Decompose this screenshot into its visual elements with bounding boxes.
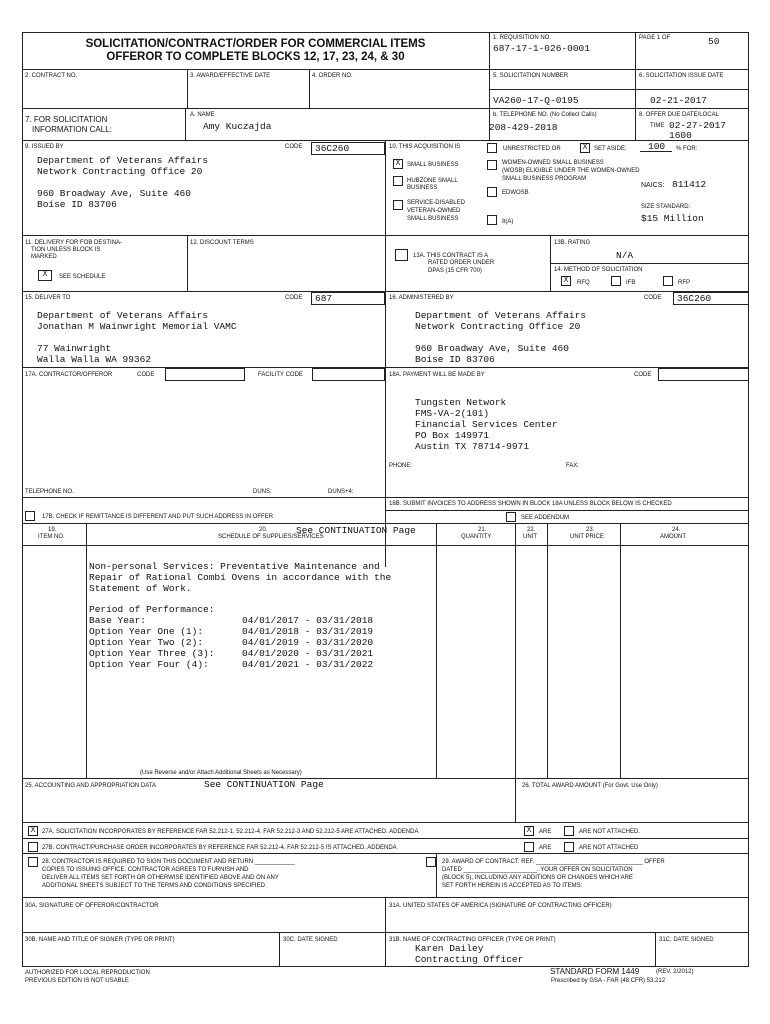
deliver-to-code-box[interactable] <box>311 292 385 305</box>
deliver-to-line2: Jonathan M Wainwright Memorial VAMC <box>37 321 237 332</box>
delivery-label-1: 11. DELIVERY FOR FOB DESTINA- <box>25 240 123 246</box>
administered-code-value: 36C260 <box>677 293 712 304</box>
desc-line1: Non-personal Services: Preventative Maintenance and <box>89 561 380 572</box>
desc-line2: Repair of Rational Combi Ovens in accordance with the <box>89 572 392 583</box>
deliver-to-line4: Walla Walla WA 99362 <box>37 354 152 365</box>
contractor-telephone-label: TELEPHONE NO. <box>25 489 74 495</box>
payment-line5: Austin TX 78714-9971 <box>415 441 530 452</box>
clause-27b-arenot-checkbox[interactable] <box>564 842 574 852</box>
clause-27a-checkbox[interactable]: X <box>28 826 38 836</box>
delivery-label-2: TION UNLESS BLOCK IS <box>31 247 101 253</box>
officer-name-value: Karen Dailey <box>415 943 484 954</box>
facility-code-label: FACILITY CODE <box>258 372 303 378</box>
payment-fax-label: FAX: <box>566 463 580 469</box>
unrestricted-label: UNRESTRICTED OR <box>503 146 561 152</box>
rfq-label: RFQ <box>577 280 590 286</box>
clause-28-checkbox[interactable] <box>28 857 38 867</box>
deliver-to-line1: Department of Veterans Affairs <box>37 310 209 321</box>
payment-line2: FMS-VA-2(101) <box>415 408 490 419</box>
clause-27a-arenot: ARE NOT ATTACHED. <box>579 829 641 835</box>
payment-line1: Tungsten Network <box>415 397 507 408</box>
page-total: 50 <box>708 36 720 47</box>
rule <box>22 838 749 839</box>
payment-code-box[interactable] <box>658 368 749 381</box>
duns4-label: DUNS+4: <box>328 489 354 495</box>
payment-line4: PO Box 149971 <box>415 430 490 441</box>
rule <box>22 108 749 109</box>
rule <box>635 32 636 140</box>
contractor-code-label: CODE <box>137 372 155 378</box>
issued-line1: Department of Veterans Affairs <box>37 155 209 166</box>
see-addendum-checkbox[interactable] <box>506 512 516 522</box>
page-label: PAGE 1 OF <box>639 35 671 41</box>
wosb-label-1: WOMEN-OWNED SMALL BUSINESS <box>502 160 604 166</box>
period-name-4: Option Year Four (4): <box>89 659 209 670</box>
offer-due-label-line2: TIME <box>650 123 665 129</box>
deliver-to-label: 15. DELIVER TO <box>25 295 71 301</box>
sdvosb-label-3: SMALL BUSINESS <box>407 216 459 222</box>
issued-line4: Boise ID 83706 <box>37 199 117 210</box>
clause-27b-arenot: ARE NOT ATTACHED <box>579 845 639 851</box>
rule <box>489 89 749 90</box>
rule <box>515 778 516 822</box>
administered-line1: Department of Veterans Affairs <box>415 310 587 321</box>
form-title-line1: SOLICITATION/CONTRACT/ORDER FOR COMMERCIAL ITEMS <box>85 38 426 50</box>
rule <box>436 853 437 897</box>
footer-form-number: STANDARD FORM 1449 <box>550 967 640 976</box>
form-title-line2: OFFEROR TO COMPLETE BLOCKS 12, 17, 23, 24, & 30 <box>106 51 405 63</box>
footer-revision: (REV. 2/2012) <box>656 969 694 975</box>
rule <box>22 853 749 854</box>
clause-29-checkbox[interactable] <box>426 857 436 867</box>
facility-code-box[interactable] <box>312 368 385 381</box>
issued-by-label: 9. ISSUED BY <box>25 144 64 150</box>
rule <box>515 523 516 778</box>
size-standard-label: SIZE STANDARD: <box>641 204 691 210</box>
period-label: Period of Performance: <box>89 604 215 615</box>
clause-28-line2: COPIES TO ISSUING OFFICE. CONTRACTOR AGREES TO FURNISH AND <box>42 867 249 873</box>
total-award-label: 26. TOTAL AWARD AMOUNT (For Govt. Use Only) <box>522 783 658 789</box>
contractor-label: 17A. CONTRACTOR/OFFEROR <box>25 372 113 378</box>
col24-label: AMOUNT <box>660 534 686 540</box>
rfq-checkbox[interactable]: X <box>561 276 571 286</box>
rule <box>187 69 188 108</box>
clause-28-line3: DELIVER ALL ITEMS SET FORTH OR OTHERWISE IDENTIFIED ABOVE AND ON ANY <box>42 875 279 881</box>
col24-num: 24. <box>672 527 681 533</box>
submit-invoices-label: 18B. SUBMIT INVOICES TO ADDRESS SHOWN IN BLOCK 18A UNLESS BLOCK BELOW IS CHECKED <box>389 501 672 507</box>
percent-value: 100 <box>648 141 666 152</box>
contract-no-label: 2. CONTRACT NO. <box>25 73 78 79</box>
duns-label: DUNS: <box>253 489 272 495</box>
percent-label: % FOR: <box>676 146 698 152</box>
issued-code-value: 36C260 <box>315 143 350 154</box>
accounting-value: See CONTINUATION Page <box>204 779 324 790</box>
clause-27a-are: ARE <box>539 829 552 835</box>
offer-due-date[interactable]: 02-27-2017 <box>669 120 727 131</box>
desc-line3: Statement of Work. <box>89 583 192 594</box>
officer-name-label: 31B. NAME OF CONTRACTING OFFICER (TYPE OR PRINT) <box>389 937 556 943</box>
see-addendum-label: SEE ADDENDUM <box>521 515 570 521</box>
issued-line3: 960 Broadway Ave, Suite 460 <box>37 188 191 199</box>
col22-label: UNIT <box>523 534 537 540</box>
form-right-border <box>748 32 749 967</box>
clause-27b-are: ARE <box>539 845 552 851</box>
administered-line4: Boise ID 83706 <box>415 354 495 365</box>
rule <box>385 510 749 511</box>
acquisition-label: 10. THIS ACQUISITION IS <box>389 144 461 150</box>
ifb-checkbox[interactable] <box>611 276 621 286</box>
name-label: A. NAME <box>190 112 215 118</box>
contractor-code-box[interactable] <box>165 368 245 381</box>
footer-previous-edition: PREVIOUS EDITION IS NOT USABLE <box>25 978 129 984</box>
footer-authorized: AUTHORIZED FOR LOCAL REPRODUCTION <box>25 970 150 976</box>
naics-label: NAICS: <box>641 182 665 189</box>
administered-line3: 960 Broadway Ave, Suite 460 <box>415 343 569 354</box>
info-call-label-line2: INFORMATION CALL: <box>32 125 112 134</box>
offer-due-time[interactable]: 1600 <box>669 130 692 141</box>
rfp-label: RFP <box>678 280 690 286</box>
sdvosb-label-2: VETERAN-OWNED <box>407 208 461 214</box>
period-range-1: 04/01/2018 - 03/31/2019 <box>242 626 374 637</box>
clause-29-line4: SET FORTH HEREIN IS ACCEPTED AS TO ITEMS: <box>442 883 583 889</box>
col21-num: 21. <box>478 527 487 533</box>
clause-29-line1: 29. AWARD OF CONTRACT: REF. ________________________________ OFFER <box>442 859 665 865</box>
period-name-3: Option Year Three (3): <box>89 648 215 659</box>
signature-officer-label: 31A. UNITED STATES OF AMERICA (SIGNATURE OF CONTRACTING OFFICER) <box>389 903 612 909</box>
period-name-0: Base Year: <box>89 615 147 626</box>
order-no-label: 4. ORDER NO. <box>312 73 353 79</box>
rated-order-checkbox[interactable] <box>395 249 408 261</box>
clause-27a-arenot-checkbox[interactable] <box>564 826 574 836</box>
name-value[interactable]: Amy Kuczajda <box>203 121 272 132</box>
rule <box>385 897 386 966</box>
solicitation-date-value[interactable]: 02-21-2017 <box>650 95 708 106</box>
set-aside-label: SET ASIDE: <box>594 146 627 152</box>
hubzone-label-2: BUSINESS <box>407 185 438 191</box>
remittance-label: 17B. CHECK IF REMITTANCE IS DIFFERENT AND PUT SUCH ADDRESS IN OFFER <box>42 514 274 520</box>
rfp-checkbox[interactable] <box>663 276 673 286</box>
clause-27a-label: 27A. SOLICITATION INCORPORATES BY REFERENCE FAR 52.212-1, 52.212-4. FAR 52.212-3 AND 52.212-5 ARE ATTACHED. ADDENDA <box>42 829 419 835</box>
requisition-value[interactable]: 687-17-1-026-0001 <box>493 43 590 54</box>
clause-27b-checkbox[interactable] <box>28 842 38 852</box>
requisition-label: 1. REQUISITION NO. <box>493 35 552 41</box>
wosb-label-2: (WOSB) ELIGIBLE UNDER THE WOMEN-OWNED <box>502 168 640 174</box>
rule <box>22 822 749 823</box>
payment-label: 18A. PAYMENT WILL BE MADE BY <box>389 372 485 378</box>
col20-label: SCHEDULE OF SUPPLIES/SERVICES <box>218 534 324 540</box>
edwosb-label: EDWOSB <box>502 190 529 196</box>
clause-29-line2: DATED ______________________. YOUR OFFER ON SOLICITATION <box>442 867 633 873</box>
deliver-to-code-label: CODE <box>285 295 303 301</box>
set-aside-checkbox[interactable]: X <box>580 143 590 153</box>
edwosb-checkbox[interactable] <box>487 187 497 197</box>
issued-code-label: CODE <box>285 144 303 150</box>
payment-code-label: CODE <box>634 372 652 378</box>
hubzone-checkbox[interactable] <box>393 176 403 186</box>
footer-prescribed: Prescribed by GSA - FAR (48 CFR) 53.212 <box>551 978 666 984</box>
clause-28-line1: 28. CONTRACTOR IS REQUIRED TO SIGN THIS DOCUMENT AND RETURN ____________ <box>42 859 295 865</box>
col20-continuation: See CONTINUATION Page <box>296 525 416 536</box>
officer-date-label: 31C. DATE SIGNED <box>659 937 714 943</box>
award-date-label: 3. AWARD/EFFECTIVE DATE <box>190 73 271 79</box>
payment-line3: Financial Services Center <box>415 419 558 430</box>
deliver-to-line3: 77 Wainwright <box>37 343 112 354</box>
see-schedule-label: SEE SCHEDULE <box>59 274 106 280</box>
rule <box>655 932 656 966</box>
ifb-label: IFB <box>626 280 636 286</box>
solicitation-number-value[interactable]: VA260-17-Q-0195 <box>493 95 579 106</box>
size-standard-value[interactable]: $15 Million <box>641 213 704 224</box>
col19-label: ITEM NO. <box>38 534 65 540</box>
col21-label: QUANTITY <box>461 534 492 540</box>
small-business-checkbox[interactable]: X <box>393 159 403 169</box>
col23-num: 23. <box>586 527 595 533</box>
rule <box>187 235 188 291</box>
rule <box>279 932 280 966</box>
small-business-label: SMALL BUSINESS <box>407 162 459 168</box>
rule <box>436 523 437 778</box>
delivery-label-3: MARKED <box>31 254 57 260</box>
rule <box>550 263 749 264</box>
accounting-label: 25. ACCOUNTING AND APPROPRIATION DATA <box>25 783 157 789</box>
solicitation-number-label: 5. SOLICITATION NUMBER <box>493 73 569 79</box>
form-left-border <box>22 32 23 967</box>
period-name-1: Option Year One (1): <box>89 626 204 637</box>
signature-offeror-label: 30A. SIGNATURE OF OFFEROR/CONTRACTOR <box>25 903 159 909</box>
rating-label: 13B. RATING <box>554 240 591 246</box>
unrestricted-checkbox[interactable] <box>487 143 497 153</box>
rule <box>547 523 548 778</box>
col20-num: 20. <box>259 527 268 533</box>
rule <box>86 523 87 778</box>
form-bottom-border <box>22 966 749 967</box>
period-range-2: 04/01/2019 - 03/31/2020 <box>242 637 374 648</box>
rule <box>185 108 186 140</box>
remittance-checkbox[interactable] <box>25 511 35 521</box>
reverse-note: (Use Reverse and/or Attach Additional Sheets as Necessary) <box>140 770 302 776</box>
period-range-0: 04/01/2017 - 03/31/2018 <box>242 615 374 626</box>
sdvosb-label-1: SERVICE-DISABLED <box>407 200 465 206</box>
issued-code-box[interactable] <box>311 142 385 155</box>
see-schedule-checkbox[interactable]: X <box>38 270 52 281</box>
col23-label: UNIT PRICE <box>570 534 604 540</box>
issued-line2: Network Contracting Office 20 <box>37 166 203 177</box>
rated-order-label-1: 13A. THIS CONTRACT IS A <box>413 253 489 259</box>
rule <box>620 523 621 778</box>
col22-num: 22. <box>527 527 536 533</box>
rule <box>22 69 749 70</box>
rule <box>385 140 386 567</box>
clause-27a-are-checkbox[interactable]: X <box>524 826 534 836</box>
administered-code-label: CODE <box>644 295 662 301</box>
rated-order-label-2: RATED ORDER UNDER <box>428 260 495 266</box>
administered-line2: Network Contracting Office 20 <box>415 321 581 332</box>
eight-a-label: 8(A) <box>502 219 514 225</box>
offer-due-label-line1: 8. OFFER DUE DATE/LOCAL <box>639 112 719 118</box>
rating-value[interactable]: N/A <box>616 250 634 261</box>
solicitation-date-label: 6. SOLICITATION ISSUE DATE <box>639 73 724 79</box>
col19-num: 19. <box>48 527 57 533</box>
rule <box>22 778 749 779</box>
wosb-label-3: SMALL BUSINESS PROGRAM <box>502 176 587 182</box>
signer-date-label: 30C. DATE SIGNED <box>283 937 338 943</box>
method-label: 14. METHOD OF SOLICITATION <box>554 267 643 273</box>
naics-value[interactable]: 811412 <box>672 179 707 190</box>
administered-code-box[interactable] <box>673 292 749 305</box>
rule <box>309 69 310 108</box>
wosb-checkbox[interactable] <box>487 160 497 170</box>
period-name-2: Option Year Two (2): <box>89 637 204 648</box>
clause-29-line3: (BLOCK 5), INCLUDING ANY ADDITIONS OR CHANGES WHICH ARE <box>442 875 633 881</box>
period-range-3: 04/01/2020 - 03/31/2021 <box>242 648 374 659</box>
telephone-value[interactable]: 208-429-2018 <box>489 122 558 133</box>
rated-order-label-3: DPAS (15 CFR 700) <box>428 268 482 274</box>
signer-name-label: 30B. NAME AND TITLE OF SIGNER (TYPE OR PRINT) <box>25 937 175 943</box>
sdvosb-checkbox[interactable] <box>393 200 403 210</box>
hubzone-label-1: HUBZONE SMALL <box>407 178 458 184</box>
clause-28-line4: ADDITIONAL SHEETS SUBJECT TO THE TERMS AND CONDITIONS SPECIFIED <box>42 883 265 889</box>
form-top-border <box>22 32 749 33</box>
payment-phone-label: PHONE: <box>389 463 413 469</box>
period-range-4: 04/01/2021 - 03/31/2022 <box>242 659 374 670</box>
eight-a-checkbox[interactable] <box>487 215 497 225</box>
administered-by-label: 16. ADMINISTERED BY <box>389 295 454 301</box>
info-call-label-line1: 7. FOR SOLICITATION <box>25 115 108 124</box>
clause-27b-are-checkbox[interactable] <box>524 842 534 852</box>
telephone-label: b. TELEPHONE NO. (No Collect Calls) <box>493 112 597 118</box>
deliver-to-code-value: 687 <box>315 293 333 304</box>
clause-27b-label: 27B. CONTRACT/PURCHASE ORDER INCORPORATES BY REFERENCE FAR 52.212-4. FAR 52.212-5 IS ATTACHED. ADDENDA <box>42 845 397 851</box>
officer-title-value: Contracting Officer <box>415 954 524 965</box>
discount-terms-label: 12. DISCOUNT TERMS <box>190 240 254 246</box>
